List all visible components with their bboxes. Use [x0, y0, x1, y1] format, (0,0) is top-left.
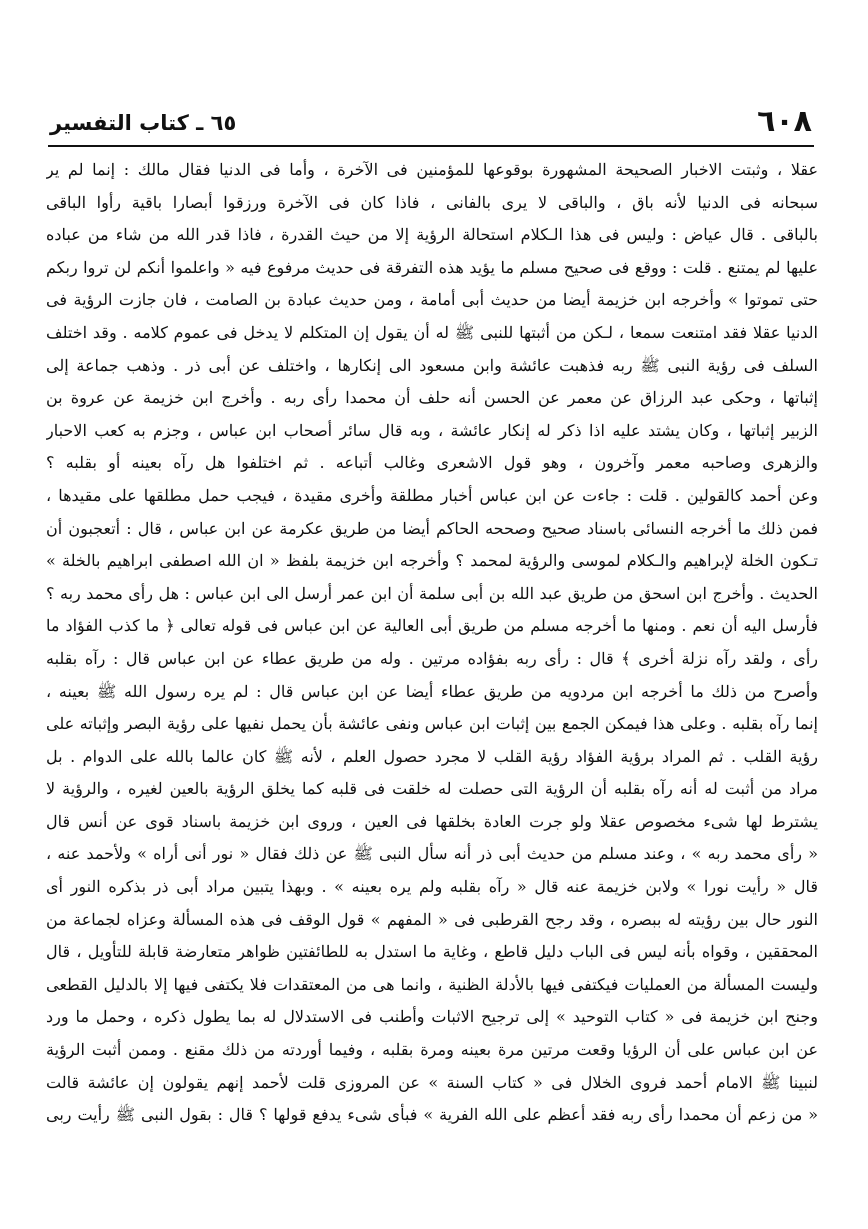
- text-line: عليها لم يمتنع . قلت : ووقع فى صحيح مسلم ما يؤيد هذه التفرقة فى حديث مرفوع فيه « واعلموا أنكم لن تروا ربكم: [46, 257, 818, 277]
- text-line: فمن ذلك ما أخرجه النسائى باسناد صحيح وصححه الحاكم أيضا من طريق عكرمة عن ابن عباس ، قال : أتعجبون أن: [46, 518, 818, 538]
- running-title: ٦٥ ـ كتاب التفسير: [50, 111, 237, 135]
- text-line: عن ابن عباس على أن الرؤيا وقعت مرتين مرة بعينه ومرة بقلبه ، وفيما أوردته من ذلك مقنع . وممن أثبت الرؤية: [46, 1040, 818, 1060]
- text-line: وجنح ابن خزيمة فى « كتاب التوحيد » إلى ترجيح الاثبات وأطنب فى الاستدلال له بما يطول ذكره ، وحمل ما ورد: [46, 1007, 818, 1027]
- text-line: إثباتها ، وحكى عبد الرزاق عن معمر عن الحسن أنه حلف أن محمدا رأى ربه . وأخرج ابن خزيمة عن عروة بن: [46, 388, 818, 408]
- text-line: الحديث . وأخرج ابن اسحق من طريق عبد الله بن أبى سلمة أن ابن عمر أرسل الى ابن عباس : هل رأى محمد ربه ؟: [46, 583, 818, 603]
- text-line: يشترط لها شىء مخصوص عقلا ولو جرت العادة بخلقها فى العين ، وروى ابن خزيمة باسناد قوى عن أنس قال: [46, 811, 818, 831]
- text-line: عقلا ، وثبتت الاخبار الصحيحة المشهورة بوقوعها للمؤمنين فى الآخرة ، وأما فى الدنيا فقال مالك : إنما لم ير: [46, 160, 818, 179]
- text-line: رأى ، ولقد رآه نزلة أخرى ﴾ قال : رأى ربه بفؤاده مرتين . وله من طريق عطاء عن ابن عباس قال : رآه بقلبه: [46, 648, 818, 668]
- text-line: « رأى محمد ربه » ، وعند مسلم من حديث أبى ذر أنه سأل النبى ﷺ عن ذلك فقال « نور أنى أراه » ولأحمد عنه ،: [46, 844, 818, 864]
- text-line: والزهرى وصاحبه معمر وآخرون ، وهو قول الاشعرى وغالب أتباعه . ثم اختلفوا هل رآه بعينه أو بقلبه ؟: [46, 453, 818, 473]
- text-line: مراد من أثبت له أنه رآه بقلبه أن الرؤية التى حصلت له خلقت فى قلبه كما يخلق الرؤية بالعين لغيره ، والرؤية لا: [46, 779, 818, 799]
- text-line: سبحانه فى الدنيا لأنه باق ، والباقى لا يرى بالفانى ، فاذا كان فى الآخرة ورزقوا أبصارا باقية رأوا الباقى: [46, 192, 818, 212]
- text-line: بالباقى . قال عياض : وليس فى هذا الـكلام استحالة الرؤية إلا من حيث القدرة ، فاذا قدر الله من شاء من عباده: [46, 225, 818, 245]
- text-line: وعن أحمد كالقولين . قلت : جاءت عن ابن عباس أخبار مطلقة وأخرى مقيدة ، فيجب حمل مطلقها على مقيدها ،: [46, 485, 818, 505]
- text-line: الدنيا عقلا فقد امتنعت سمعا ، لـكن من أثبتها للنبى ﷺ له أن يقول إن المتكلم لا يدخل فى عموم كلامه . وقد اختلف: [46, 322, 818, 342]
- text-line: إنما رآه بقلبه . وعلى هذا فيمكن الجمع بين إثبات ابن عباس ونفى عائشة بأن يحمل نفيها على رؤية البصر وإثباته على: [46, 714, 818, 734]
- page-number: ٦٠٨: [757, 104, 812, 139]
- text-line: وأصرح من ذلك ما أخرجه ابن مردويه من طريق عطاء أيضا عن ابن عباس قال : لم يره رسول الله ﷺ بعينه ،: [46, 681, 818, 701]
- text-line: وليست المسألة من العمليات فيكتفى فيها بالأدلة الظنية ، وانما هى من المعتقدات فلا يكتفى فيها إلا بالدليل القطعى: [46, 974, 818, 994]
- header-divider: [48, 145, 814, 147]
- text-line: الزبير إثباتها ، وكان يشتد عليه اذا ذكر له إنكار عائشة ، وبه قال سائر أصحاب ابن عباس ، وجزم به كعب الاحبار: [46, 420, 818, 440]
- text-line: رؤية القلب . ثم المراد برؤية الفؤاد رؤية القلب لا مجرد حصول العلم ، لأنه ﷺ كان عالما بالله على الدوام . بل: [46, 746, 818, 766]
- text-line: النور حال بين رؤيته له ببصره ، وقد رجح القرطبى فى « المفهم » قول الوقف فى هذه المسألة وعزاه لجماعة من: [46, 909, 818, 929]
- text-line: السلف فى رؤية النبى ﷺ ربه فذهبت عائشة وابن مسعود الى إنكارها ، واختلف عن أبى ذر . وذهب جماعة إلى: [46, 355, 818, 375]
- text-line: فأرسل اليه أن نعم . ومنها ما أخرجه مسلم من طريق أبى العالية عن ابن عباس فى قوله تعالى ﴿ ما كذب الفؤاد ما: [46, 616, 818, 636]
- text-line: قال « رأيت نورا » ولابن خزيمة عنه قال « رآه بقلبه ولم يره بعينه » . وبهذا يتبين مراد أبى ذر بذكره النور أى: [46, 877, 818, 897]
- text-line: لنبينا ﷺ الامام أحمد فروى الخلال فى « كتاب السنة » عن المروزى قلت لأحمد إنهم يقولون إن عائشة قالت: [46, 1072, 818, 1092]
- text-line: المحققين ، وقواه بأنه ليس فى الباب دليل قاطع ، وغاية ما استدل به للطائفتين ظواهر متعارضة قابلة للتأويل ، قال: [46, 942, 818, 962]
- page-header: [50, 104, 812, 144]
- text-line: تـكون الخلة لإبراهيم والـكلام لموسى والرؤية لمحمد ؟ وأخرجه ابن خزيمة بلفظ « ان الله اصطفى ابراهيم بالخلة »: [46, 551, 818, 571]
- text-line: « من زعم أن محمدا رأى ربه فقد أعظم على الله الفرية » فبأى شىء يدفع قولها ؟ قال : بقول النبى ﷺ رأيت ربى: [46, 1105, 818, 1125]
- text-line: حتى تموتوا » وأخرجه ابن خزيمة أيضا من حديث أبى أمامة ، ومن حديث عبادة بن الصامت ، فان جازت الرؤية فى: [46, 290, 818, 310]
- body-text: [46, 154, 818, 1132]
